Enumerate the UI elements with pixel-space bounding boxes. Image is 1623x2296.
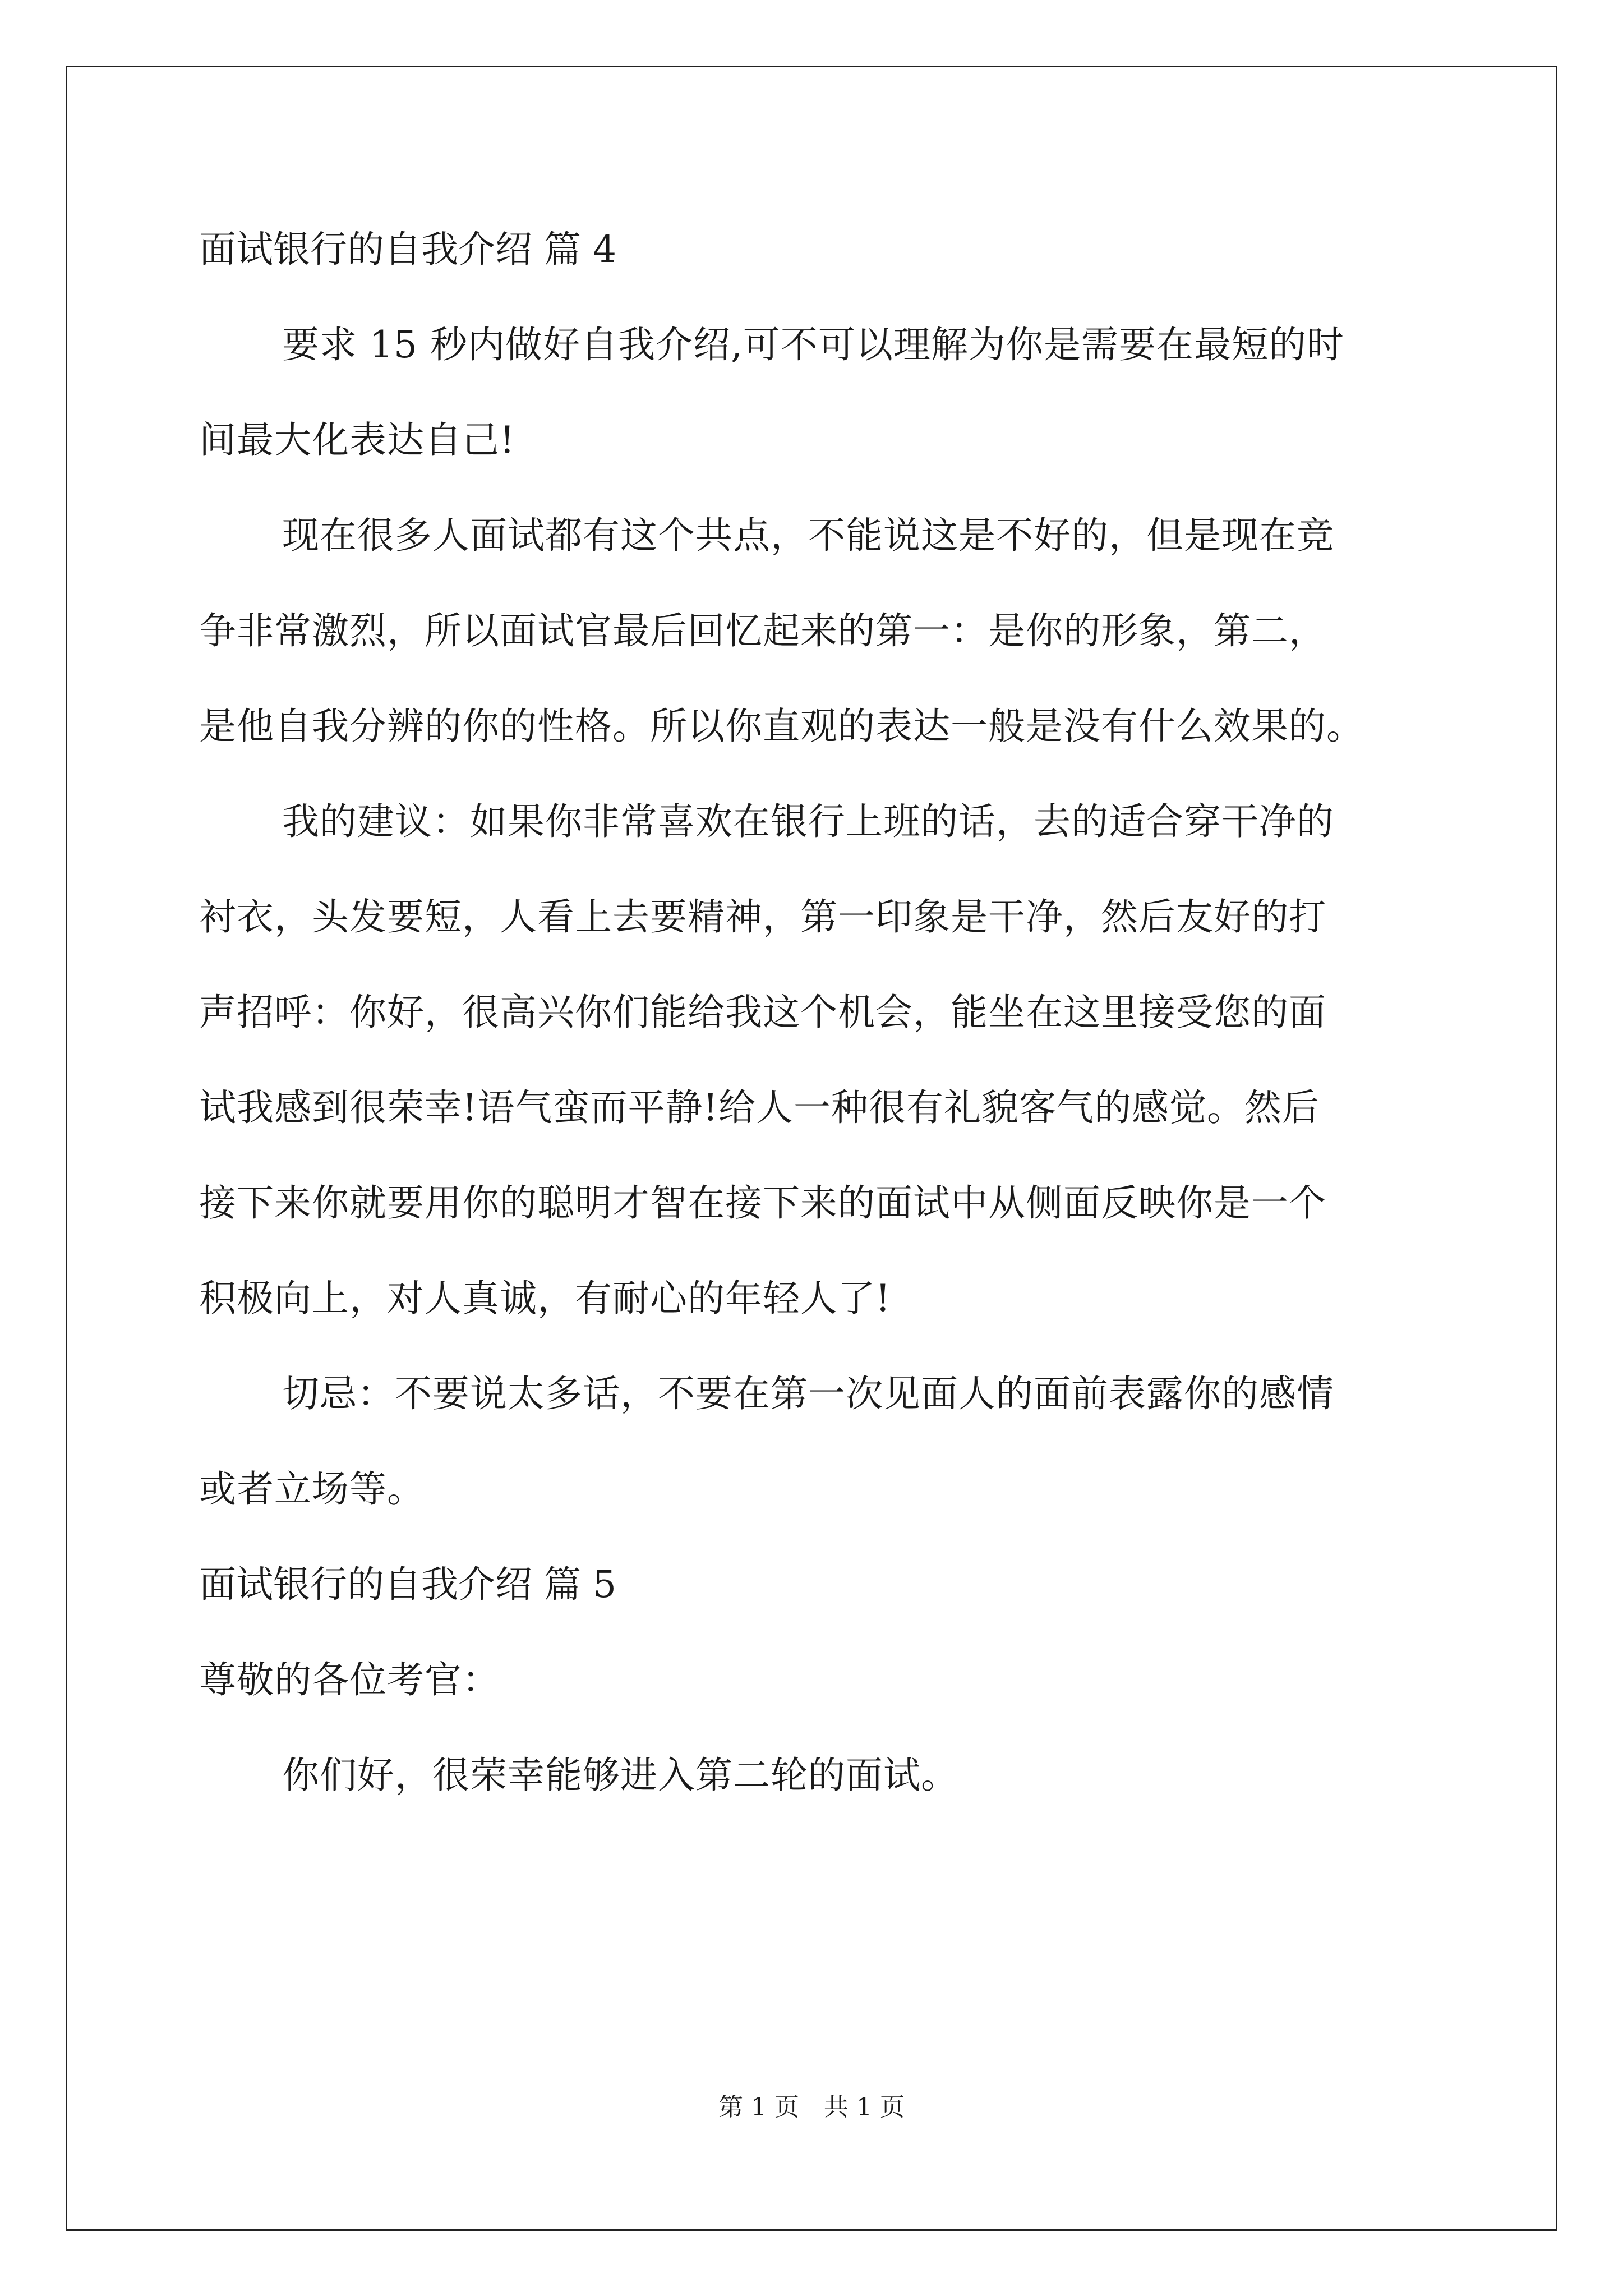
paragraph-3	[199, 774, 1444, 1346]
paragraph-line: 积极向上，对人真诚，有耐心的年轻人了!	[199, 1277, 891, 1320]
greeting: 尊敬的各位考官：	[199, 1658, 500, 1701]
paragraph-line: 试我感到很荣幸!语气蛮而平静!给人一种很有礼貌客气的感觉。然后	[199, 1086, 1320, 1129]
paragraph-line: 切忌：不要说太多话，不要在第一次见面人的面前表露你的感情	[282, 1372, 1334, 1415]
paragraph-1	[199, 297, 1444, 488]
paragraph-line: 是他自我分辨的你的性格。所以你直观的表达一般是没有什么效果的。	[199, 705, 1364, 748]
section-4-title: 面试银行的自我介绍 篇 4	[199, 228, 616, 271]
paragraph-line: 你们好，很荣幸能够进入第二轮的面试。	[282, 1754, 958, 1797]
paragraph-line: 接下来你就要用你的聪明才智在接下来的面试中从侧面反映你是一个	[199, 1181, 1326, 1225]
paragraph-line: 争非常激烈，所以面试官最后回忆起来的第一：是你的形象，第二，	[199, 609, 1326, 652]
paragraph-line: 现在很多人面试都有这个共点，不能说这是不好的，但是现在竞	[282, 514, 1334, 557]
paragraph-line: 要求 15 秒内做好自我介绍,可不可以理解为你是需要在最短的时	[282, 323, 1344, 366]
paragraph-2	[199, 488, 1444, 774]
paragraph-4	[199, 1346, 1444, 1537]
paragraph-line: 声招呼：你好，很高兴你们能给我这个机会，能坐在这里接受您的面	[199, 991, 1326, 1034]
paragraph-line: 间最大化表达自己!	[199, 418, 515, 462]
document-body	[199, 202, 1444, 1823]
section-5-title: 面试银行的自我介绍 篇 5	[199, 1563, 616, 1606]
paragraph-line: 或者立场等。	[199, 1467, 425, 1511]
paragraph-line: 衬衣，头发要短，人看上去要精神，第一印象是干净，然后友好的打	[199, 895, 1326, 938]
page-footer: 第 1 页 共 1 页	[718, 2093, 905, 2122]
paragraph-line: 我的建议：如果你非常喜欢在银行上班的话，去的适合穿干净的	[282, 800, 1334, 843]
